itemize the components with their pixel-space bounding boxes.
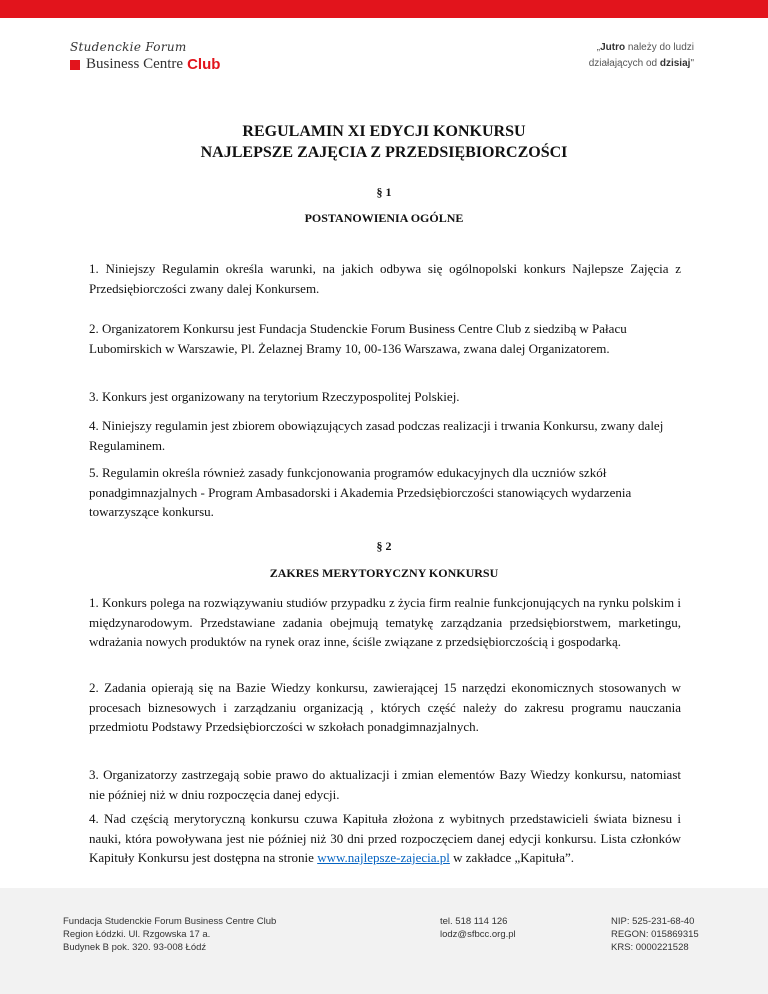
sfbcc-logo xyxy=(70,40,220,73)
motto-bold-dzisiaj: dzisiaj xyxy=(659,58,691,69)
footer-address xyxy=(63,915,276,954)
logo-script-text: Studenckie Forum xyxy=(70,40,187,54)
section-2-heading: ZAKRES MERYTORYCZNY KONKURSU xyxy=(269,566,499,580)
footer-regon: REGON: 015869315 xyxy=(611,929,699,940)
logo-main-text: Business Centre xyxy=(86,56,184,72)
s1-paragraph-4: 4. Niniejszy regulamin jest zbiorem obowiązujących zasad podczas realizacji i trwania Konkursu, zwany dalej Regulaminem. xyxy=(89,418,664,453)
title-line-2: NAJLEPSZE ZAJĘCIA Z PRZEDSIĘBIORCZOŚCI xyxy=(200,144,568,161)
section-1-heading: POSTANOWIENIA OGÓLNE xyxy=(304,211,464,225)
footer-email: lodz@sfbcc.org.pl xyxy=(440,929,516,940)
document-title xyxy=(0,121,768,163)
footer-nip: NIP: 525-231-68-40 xyxy=(611,916,695,927)
motto-quote-close: " xyxy=(690,58,694,69)
najlepsze-zajecia-link[interactable]: www.najlepsze-zajecia.pl xyxy=(317,850,450,865)
footer-address-line-2: Region Łódzki. Ul. Rzgowska 17 a. xyxy=(63,929,211,940)
s2-paragraph-1: 1. Konkurs polega na rozwiązywaniu studiów przypadku z życia firm realnie funkcjonujących na rynku polskim i międzynarodowym. Przedstawiane zadania obejmują tematykę zarządzania przedsiębiorstwem, marketingu, wdrażania nowych produktów na rynek oraz inne, ściśle związane z przedsiębiorczością i gospodarką. xyxy=(89,595,681,649)
motto-bold-jutro: Jutro xyxy=(600,42,626,53)
motto-mid: należy do ludzi xyxy=(625,42,694,53)
s2-paragraph-3: 3. Organizatorzy zastrzegają sobie prawo do aktualizacji i zmian elementów Bazy Wiedzy konkursu, natomiast nie później niż w dniu rozpoczęcia danej edycji. xyxy=(89,767,681,802)
logo-red-square xyxy=(70,60,80,70)
s1-paragraph-3: 3. Konkurs jest organizowany na terytorium Rzeczypospolitej Polskiej. xyxy=(89,389,460,404)
header-motto xyxy=(589,40,694,72)
footer-contact xyxy=(440,915,516,941)
footer-krs: KRS: 0000221528 xyxy=(611,942,689,953)
section-1-number: § 1 xyxy=(376,185,392,199)
s1-paragraph-5: 5. Regulamin określa również zasady funkcjonowania programów edukacyjnych dla uczniów szkół ponadgimnazjalnych - Program Ambasadorski i Akademia Przedsiębiorczości stanowiących wydarzenia towarzyszące konkursu. xyxy=(89,465,632,519)
footer-address-line-1: Fundacja Studenckie Forum Business Centre Club xyxy=(63,916,277,927)
section-2-number: § 2 xyxy=(376,539,392,553)
footer-registry xyxy=(611,915,699,954)
s2-p4-end: w zakładce „Kapituła”. xyxy=(449,850,575,865)
footer-phone: tel. 518 114 126 xyxy=(440,916,508,927)
s2-paragraph-2: 2. Zadania opierają się na Bazie Wiedzy konkursu, zawierającej 15 narzędzi ekonomicznych stosowanych w procesach biznesowych i zarządzaniu organizacją , których część należy do zakresu programu nauczania przedmiotu Podstawy Przedsiębiorczości w szkołach ponadgimnazjalnych. xyxy=(89,680,681,734)
title-line-1: REGULAMIN XI EDYCJI KONKURSU xyxy=(242,123,526,140)
s1-paragraph-1: 1. Niniejszy Regulamin określa warunki, na jakich odbywa się ogólnopolski konkurs Najlepsze Zajęcia z Przedsiębiorczości zwany dalej Konkursem. xyxy=(89,261,681,296)
footer-address-line-3: Budynek B pok. 320. 93-008 Łódź xyxy=(63,942,207,953)
s1-paragraph-2: 2. Organizatorem Konkursu jest Fundacja Studenckie Forum Business Centre Club z siedzibą w Pałacu Lubomirskich w Warszawie, Pl. Żelaznej Bramy 10, 00-136 Warszawa, zwana dalej Organizatorem. xyxy=(89,321,627,356)
page-footer xyxy=(0,888,768,994)
s2-paragraph-4 xyxy=(89,809,681,868)
top-brand-bar xyxy=(0,0,768,18)
logo-accent-text: Club xyxy=(187,56,221,73)
motto-quote-open: „ xyxy=(596,42,601,53)
motto-line2: działających od xyxy=(588,58,660,69)
s2-p4-text: 4. Nad częścią merytoryczną konkursu czuwa Kapituła złożona z wybitnych przedstawicieli świata biznesu i nauki, która powoływana jest nie później niż 30 dni przed rozpoczęciem danej edycji konkursu. Lista członków Kapituły Konkursu jest dostępna na stronie xyxy=(89,811,681,865)
